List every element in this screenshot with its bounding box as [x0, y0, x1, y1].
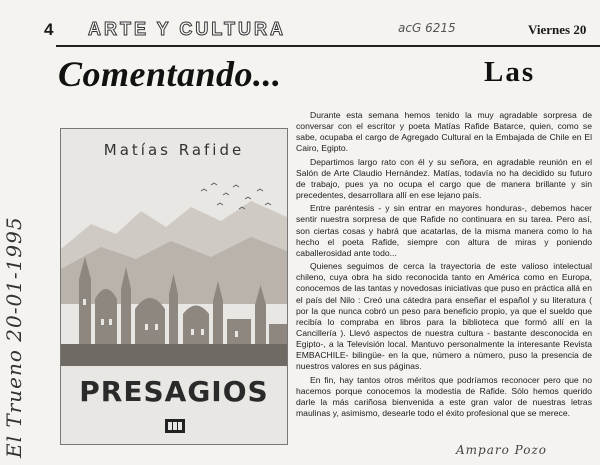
header-rule: [56, 45, 600, 47]
article-paragraph: Durante esta semana hemos tenido la muy agradable sorpresa de conversar con el escritor y poeta Matías Rafide Batarce, quien, como se sabe, ocupaba el cargo de Agregado Cultural en la Embajada de Chile en El Cairo, Egipto.: [296, 110, 592, 154]
article-paragraph: Departimos largo rato con él y su señora, en agradable reunión en el Salón de Arte Claudio Hernández. Matías, todavía no ha decidido su futuro de trabajo, pues ya no ocupa el cargo que de manera brillante y sin precedentes, desarrollara allí en ese lejano país.: [296, 156, 592, 201]
headline: Comentando...: [58, 54, 282, 94]
article-paragraph: Entre paréntesis - y sin entrar en mayores honduras-, debemos hacer sentir nuestra sorpresa de que Rafide no continuara en su tarea. Pero así, son ciertas cosas y habrá que acatarlas, de la misma manera como lo ha hecho el poeta Rafide, siempre con altura de miras y poniendo caballerosidad ante todo...: [296, 203, 592, 258]
page-number: 4: [44, 20, 54, 39]
book-cover-image: [60, 128, 288, 445]
article-paragraph: Quienes seguimos de cerca la trayectoria de este valioso intelectual chileno, cuya obra ha sido reconocida tanto en América como en Europa, conocemos de las tantas y novedosas iniciativas que puso en práctica allá en el país del Nilo : Creó una cátedra para enseñar el español y su literatura ( por la que nunca cobró un peso para beneficio propio, ya que el sueldo que recibía lo compraba en libros para la biblioteca que formó allí en la Cancillería ). Llevó aspectos de nuestra cultura - bastante desconocida en Egipto-, a la Televisión local. Mantuvo personalmente la interesante Revista EMBACHILE- bilingüe- en la que, número a número, puso la presencia de nuestros valores en sus páginas.: [296, 261, 592, 372]
article-body: [296, 110, 592, 421]
handwritten-signature: Amparo Pozo: [456, 443, 548, 457]
section-title: ARTE Y CULTURA: [88, 19, 287, 39]
publisher-logo-icon: [165, 419, 185, 433]
cover-title: PRESAGIOS: [79, 375, 269, 408]
date-label: Viernes 20: [528, 22, 587, 37]
cover-author: Matías Rafide: [103, 141, 245, 159]
headline-continued: Las: [484, 56, 536, 88]
article-paragraph: En fin, hay tantos otros méritos que podríamos reconocer pero que no hacemos porque conocemos la modestia de Rafide. Sólo hemos querido darle la más cariñosa bienvenida a este gran valor de nuestras letras maulinas y, asimismo, desearle todo el éxito profesional que se merece.: [296, 374, 592, 419]
archive-code: acG 6215: [398, 21, 456, 35]
handwritten-margin-note: El Trueno 20-01-1995: [2, 216, 26, 458]
